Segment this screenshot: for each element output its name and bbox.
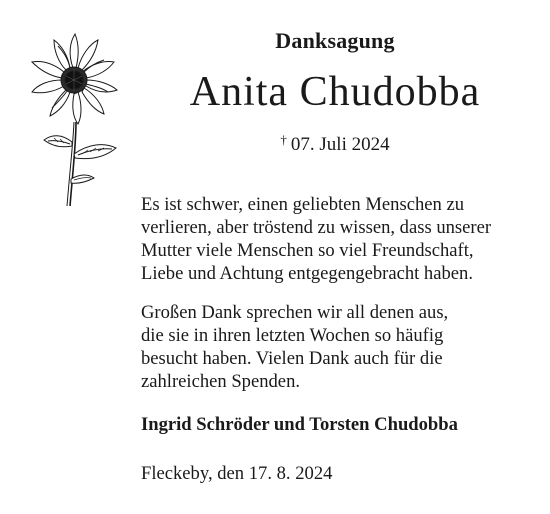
paragraph-line: besucht haben. Vielen Dank auch für die xyxy=(141,348,443,369)
thanks-paragraph-1 xyxy=(141,193,536,285)
signers: Ingrid Schröder und Torsten Chudobba xyxy=(141,414,458,435)
deceased-name: Anita Chudobba xyxy=(189,69,481,115)
paragraph-line: die sie in ihren letzten Wochen so häufig xyxy=(141,325,444,346)
paragraph-line: Liebe und Achtung entgegengebracht haben. xyxy=(141,263,473,284)
paragraph-line: zahlreichen Spenden. xyxy=(141,371,301,392)
paragraph-line: Mutter viele Menschen so viel Freundschaft, xyxy=(141,240,474,261)
notice-heading: Danksagung xyxy=(275,28,395,53)
paragraph-line: Es ist schwer, einen geliebten Menschen zu xyxy=(141,194,464,215)
death-date: 07. Juli 2024 xyxy=(290,134,390,155)
death-date-line xyxy=(220,132,450,156)
thanks-paragraph-2 xyxy=(141,301,536,393)
place-and-date: Fleckeby, den 17. 8. 2024 xyxy=(141,463,333,484)
paragraph-line: Großen Dank sprechen wir all denen aus, xyxy=(141,302,449,323)
sunflower-icon xyxy=(18,24,128,214)
dagger-icon: † xyxy=(280,132,287,147)
paragraph-line: verlieren, aber tröstend zu wissen, dass unserer xyxy=(141,217,492,238)
